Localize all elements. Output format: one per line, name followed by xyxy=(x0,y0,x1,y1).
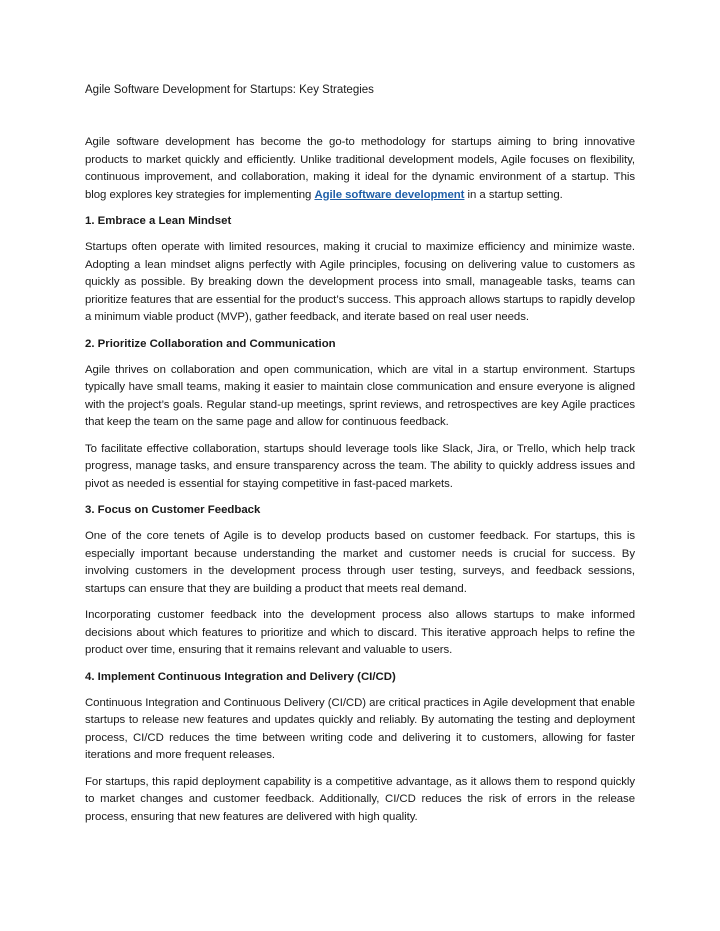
section-heading: 4. Implement Continuous Integration and Delivery (CI/CD) xyxy=(85,670,396,683)
document-page xyxy=(85,80,635,835)
document-title: Agile Software Development for Startups: Key Strategies xyxy=(85,84,374,96)
section-heading: 2. Prioritize Collaboration and Communication xyxy=(85,337,336,350)
agile-software-development-link[interactable]: Agile software development xyxy=(314,188,465,201)
section-heading: 3. Focus on Customer Feedback xyxy=(85,504,261,516)
section-paragraph: Incorporating customer feedback into the development process also allows startups to make informed decisions about which features to prioritize and which to discard. This iterative approach helps to refine the product over time, ensuring that it remains relevant and valuable to users. xyxy=(85,609,635,656)
section-paragraph: Agile thrives on collaboration and open communication, which are vital in a startup environment. Startups typically have small teams, making it easier to maintain close communication and ensure everyone is aligned with the project’s goals. Regular stand-up meetings, sprint reviews, and retrospectives are key Agile practices that keep the team on the same page and allow for continuous feedback. xyxy=(85,363,635,428)
section-paragraph: To facilitate effective collaboration, startups should leverage tools like Slack, Jira, or Trello, which help track progress, manage tasks, and ensure transparency across the team. The ability to quickly address issues and pivot as needed is essential for staying competitive in fast-paced markets. xyxy=(85,442,635,490)
section-paragraph: Startups often operate with limited resources, making it crucial to maximize efficiency and minimize waste. Adopting a lean mindset aligns perfectly with Agile principles, focusing on delivering value to customers as quickly as possible. By breaking down the development process into small, manageable tasks, teams can prioritize features that are essential for the product’s success. This approach allows startups to rapidly develop a minimum viable product (MVP), gather feedback, and iterate based on real user needs. xyxy=(85,241,635,323)
section-paragraph: For startups, this rapid deployment capability is a competitive advantage, as it allows them to respond quickly to market changes and customer feedback. Additionally, CI/CD reduces the risk of errors in the release process, ensuring that new features are delivered with high quality. xyxy=(85,775,635,823)
section-paragraph: One of the core tenets of Agile is to develop products based on customer feedback. For startups, this is especially important because understanding the market and customer needs is crucial for success. By involving customers in the development process through user testing, surveys, and feedback sessions, startups can ensure that they are building a product that meets real demand. xyxy=(85,530,635,595)
section-heading: 1. Embrace a Lean Mindset xyxy=(85,215,232,227)
section-paragraph: Continuous Integration and Continuous Delivery (CI/CD) are critical practices in Agile development that enable startups to release new features and updates quickly and reliably. By automating the testing and deployment process, CI/CD reduces the time between writing code and delivering it to customers, allowing for faster iterations and more frequent releases. xyxy=(85,696,635,761)
intro-paragraph xyxy=(85,134,635,204)
intro-text-after-link: in a startup setting. xyxy=(464,188,563,201)
intro-text-before-link: Agile software development has become the go-to methodology for startups aiming to bring innovative products to market quickly and efficiently. Unlike traditional development models, Agile focuses on flexibility, continuous improvement, and collaboration, making it ideal for the dynamic environment of a startup. This blog explores key strategies for implementing xyxy=(85,136,635,201)
